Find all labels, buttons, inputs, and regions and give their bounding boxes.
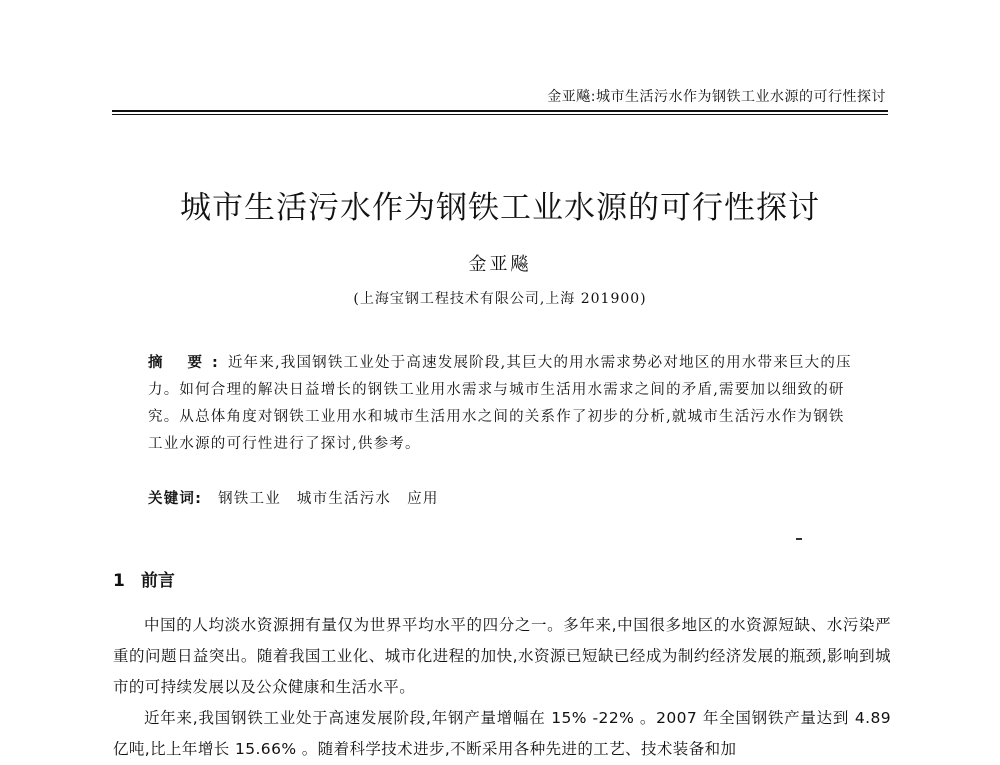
abstract-label: 摘 要: (148, 355, 228, 371)
author-affiliation: (上海宝钢工程技术有限公司,上海 201900) (353, 291, 647, 307)
keyword-item: 钢铁工业 (218, 491, 281, 507)
section-heading (113, 566, 175, 591)
body-text (113, 610, 891, 765)
keywords-label: 关键词: (148, 491, 203, 507)
section-number: 1 (113, 571, 125, 591)
abstract (148, 350, 854, 458)
abstract-text: 近年来,我国钢铁工业处于高速发展阶段,其巨大的用水需求势必对地区的用水带来巨大的压力。如何合理的解决日益增长的钢铁工业用水需求与城市生活用水需求之间的矛盾,需要加以细致的研究。从总体角度对钢铁工业用水和城市生活用水之间的关系作了初步的分析,就城市生活污水作为钢铁工业水源的可行性进行了探讨,供参考。 (148, 355, 852, 452)
header-rule (112, 110, 888, 112)
header-rule-thin (112, 114, 888, 115)
keyword-item: 应用 (407, 491, 439, 507)
section-title: 前言 (140, 571, 175, 591)
paragraph: 近年来,我国钢铁工业处于高速发展阶段,年钢产量增幅在 15% -22% 。2007 年全国钢铁产量达到 4.89 亿吨,比上年增长 15.66% 。随着科学技术进步,不断采用各种先进的工艺、技术装备和加 (113, 709, 891, 758)
keyword-item: 城市生活污水 (296, 491, 392, 507)
keywords (148, 487, 455, 508)
paragraph: 中国的人均淡水资源拥有量仅为世界平均水平的四分之一。多年来,中国很多地区的水资源短缺、水污染严重的问题日益突出。随着我国工业化、城市化进程的加快,水资源已短缺已经成为制约经济发展的瓶颈,影响到城市的可持续发展以及公众健康和生活水平。 (113, 616, 891, 696)
print-artifact (796, 538, 802, 540)
running-header: 金亚飚:城市生活污水作为钢铁工业水源的可行性探讨 (547, 89, 886, 105)
paper-title: 城市生活污水作为钢铁工业水源的可行性探讨 (180, 190, 820, 226)
author-name: 金亚飚 (468, 254, 532, 275)
